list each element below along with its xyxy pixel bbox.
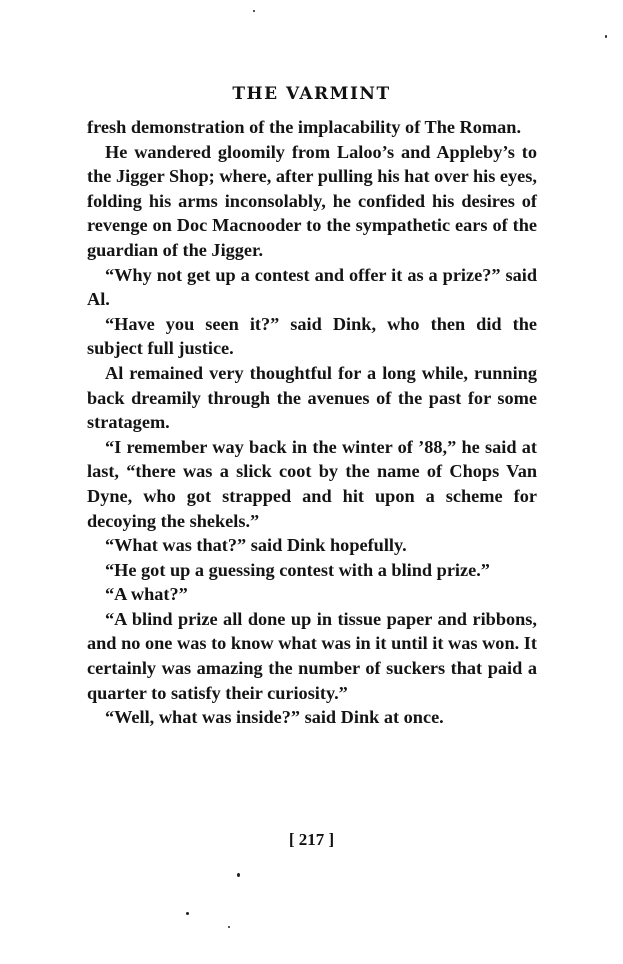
paragraph: “What was that?” said Dink hopefully. (105, 535, 407, 556)
scan-speck (253, 10, 255, 12)
scan-speck (186, 912, 189, 915)
paragraph: He wandered gloomily from Laloo’s and Appleby’s to the Jigger Shop; where, after pulling his hat over his eyes, folding his arms inconsolably, he confided his desires of revenge on Doc Macnooder to the sympathetic ears of the guardian of the Jigger. (87, 141, 537, 260)
body-text (87, 115, 537, 730)
paragraph: “He got up a guessing contest with a blind prize.” (105, 559, 490, 580)
paragraph: “Why not get up a contest and offer it as a prize?” said Al. (87, 264, 537, 310)
running-head: THE VARMINT (232, 84, 391, 104)
paragraph: Al remained very thoughtful for a long while, running back dreamily through the avenues of the past for some stratagem. (87, 362, 537, 433)
page-number: [ 217 ] (288, 830, 335, 849)
paragraph: fresh demonstration of the implacability of The Roman. (87, 117, 522, 137)
paragraph: “Have you seen it?” said Dink, who then did the subject full justice. (87, 313, 537, 359)
scan-speck (228, 926, 230, 928)
paragraph: “Well, what was inside?” said Dink at once. (105, 707, 444, 728)
scan-speck (605, 35, 607, 38)
paragraph: “A what?” (105, 584, 188, 605)
paragraph: “I remember way back in the winter of ’88,” he said at last, “there was a slick coot by the name of Chops Van Dyne, who got strapped and hit upon a scheme for decoying the shekels.” (87, 436, 537, 531)
paragraph: “A blind prize all done up in tissue paper and ribbons, and no one was to know what was in it until it was won. It certainly was amazing the number of suckers that paid a quarter to satisfy their curiosity.” (87, 608, 537, 703)
scan-speck (237, 873, 240, 877)
